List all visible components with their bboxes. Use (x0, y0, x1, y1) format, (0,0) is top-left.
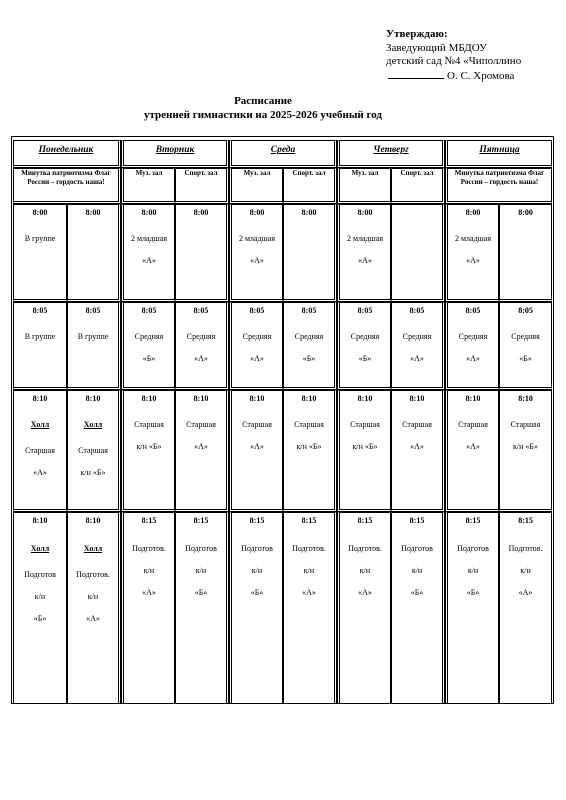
schedule-cell (445, 390, 499, 512)
cell-group: Старшая (25, 446, 55, 455)
schedule-row (13, 302, 552, 390)
schedule-cell (283, 512, 337, 704)
cell-group: Старшая (510, 420, 541, 429)
cell-time: 8:10 (301, 394, 317, 403)
cell-group: Старшая (294, 420, 324, 429)
cell-group: Подготов (24, 570, 56, 579)
cell-location: Холл (30, 544, 50, 553)
cell-group: «А» (194, 354, 208, 363)
cell-group: Подготов. (508, 544, 543, 553)
cell-time: 8:10 (357, 394, 373, 403)
cell-time: 8:15 (357, 516, 373, 525)
cell-group: В группе (24, 234, 56, 243)
schedule-cell (229, 512, 283, 704)
cell-group: «А» (410, 442, 424, 451)
cell-group: «А» (142, 588, 156, 597)
cell-time: 8:00 (249, 208, 265, 217)
schedule-cell (13, 302, 67, 390)
cell-group: Подготов (185, 544, 217, 553)
tuesday-music-hall: Муз. зал (121, 168, 175, 204)
cell-group: «Б» (142, 354, 156, 363)
friday-patriotism-note: Минутка патриотизма Флаг России – гордость наша! (445, 168, 552, 204)
cell-time: 8:10 (409, 394, 425, 403)
schedule-cell (121, 302, 175, 390)
day-monday (13, 140, 121, 168)
cell-group: Подготов. (292, 544, 326, 553)
schedule-cell (67, 204, 121, 302)
cell-time: 8:15 (465, 516, 481, 525)
cell-group: к/н (195, 566, 207, 575)
cell-group: к/н (303, 566, 315, 575)
cell-time: 8:05 (518, 306, 533, 315)
schedule-cell (67, 390, 121, 512)
cell-time: 8:10 (85, 516, 101, 525)
cell-group: В группе (24, 332, 56, 341)
cell-group: Средняя (134, 332, 164, 341)
cell-group: «А» (86, 614, 100, 623)
title-line-1: Расписание (234, 95, 292, 107)
cell-group: «А» (142, 256, 156, 265)
cell-group: «Б» (410, 588, 424, 597)
cell-group: 2 младшая (130, 234, 168, 243)
cell-group: «А» (33, 468, 47, 477)
cell-time: 8:10 (32, 516, 48, 525)
schedule-cell (499, 512, 552, 704)
cell-time: 8:15 (518, 516, 533, 525)
cell-group: Старшая (242, 420, 272, 429)
cell-group: Средняя (186, 332, 216, 341)
cell-time: 8:05 (32, 306, 48, 315)
cell-group: Подготов. (76, 570, 110, 579)
cell-group: к/н «Б» (352, 442, 378, 451)
cell-time: 8:00 (193, 208, 209, 217)
schedule-cell (337, 512, 391, 704)
cell-time: 8:00 (465, 208, 481, 217)
cell-time: 8:00 (301, 208, 317, 217)
schedule-cell (337, 302, 391, 390)
cell-group: к/н (467, 566, 479, 575)
schedule-cell (13, 390, 67, 512)
cell-time: 8:15 (409, 516, 425, 525)
cell-group: «Б» (519, 354, 532, 363)
cell-group: 2 младшая (238, 234, 276, 243)
cell-group: «А» (250, 354, 264, 363)
cell-group: к/н «Б» (136, 442, 162, 451)
schedule-table (13, 140, 552, 704)
cell-group: Старшая (134, 420, 164, 429)
cell-group: «Б» (302, 354, 316, 363)
schedule-row (13, 204, 552, 302)
cell-time: 8:05 (357, 306, 373, 315)
cell-time: 8:15 (141, 516, 157, 525)
cell-group: к/н «Б» (80, 468, 106, 477)
cell-group: «А» (250, 256, 264, 265)
day-label: Понедельник (38, 145, 94, 155)
cell-group: «Б» (194, 588, 208, 597)
day-label: Вторник (155, 145, 195, 155)
schedule-cell (445, 302, 499, 390)
cell-time: 8:00 (357, 208, 373, 217)
schedule-cell (337, 204, 391, 302)
schedule-cell (175, 390, 229, 512)
schedule-cell (391, 302, 445, 390)
schedule-cell (121, 512, 175, 704)
cell-group: Подготов (401, 544, 433, 553)
wednesday-music-hall: Муз. зал (229, 168, 283, 204)
cell-group: Средняя (402, 332, 432, 341)
cell-group: к/н (143, 566, 155, 575)
cell-time: 8:10 (141, 394, 157, 403)
cell-time: 8:15 (193, 516, 209, 525)
cell-time: 8:10 (193, 394, 209, 403)
approval-block (386, 28, 521, 83)
approval-title: Утверждаю: (386, 28, 448, 40)
schedule-cell (391, 390, 445, 512)
schedule-cell (283, 390, 337, 512)
cell-group: 2 младшая (454, 234, 492, 243)
cell-time: 8:10 (465, 394, 481, 403)
cell-time: 8:10 (85, 394, 101, 403)
cell-group: Средняя (458, 332, 488, 341)
cell-location: Холл (83, 420, 103, 429)
cell-time: 8:05 (85, 306, 101, 315)
schedule-cell (499, 204, 552, 302)
schedule-cell (283, 302, 337, 390)
cell-time: 8:05 (193, 306, 209, 315)
schedule-cell (391, 512, 445, 704)
day-wednesday (229, 140, 337, 168)
cell-group: «А» (358, 256, 372, 265)
day-thursday (337, 140, 445, 168)
cell-group: «Б» (358, 354, 372, 363)
cell-group: к/н (411, 566, 423, 575)
approval-signature (386, 69, 521, 84)
cell-group: к/н «Б» (296, 442, 322, 451)
cell-group: «А» (410, 354, 424, 363)
schedule-cell (445, 512, 499, 704)
cell-group: 2 младшая (346, 234, 384, 243)
schedule-row (13, 512, 552, 704)
schedule-cell (283, 204, 337, 302)
schedule-cell (445, 204, 499, 302)
cell-group: Подготов (241, 544, 273, 553)
day-friday (445, 140, 552, 168)
cell-time: 8:05 (141, 306, 157, 315)
cell-time: 8:05 (409, 306, 425, 315)
thursday-sport-hall: Спорт. зал (391, 168, 445, 204)
cell-group: «А» (466, 442, 480, 451)
cell-group: «А» (358, 588, 372, 597)
cell-group: Подготов. (348, 544, 382, 553)
cell-group: В группе (77, 332, 109, 341)
cell-time: 8:05 (301, 306, 317, 315)
cell-group: Старшая (402, 420, 432, 429)
cell-group: «Б» (250, 588, 264, 597)
cell-group: «Б» (33, 614, 47, 623)
cell-time: 8:15 (249, 516, 265, 525)
schedule-cell (13, 512, 67, 704)
cell-group: Средняя (511, 332, 540, 341)
schedule-cell (337, 390, 391, 512)
cell-group: Старшая (186, 420, 216, 429)
schedule-row (13, 390, 552, 512)
day-header-row (13, 140, 552, 168)
approval-organization: детский сад №4 «Чиполлино (386, 55, 522, 67)
day-label: Среда (270, 145, 296, 155)
signature-line (388, 69, 444, 79)
day-label: Четверг (373, 145, 409, 155)
schedule-cell (121, 390, 175, 512)
wednesday-sport-hall: Спорт. зал (283, 168, 337, 204)
schedule-cell (499, 302, 552, 390)
cell-group: «Б» (466, 588, 480, 597)
monday-patriotism-note: Минутка патриотизма Флаг России – гордость наша! (13, 168, 121, 204)
cell-time: 8:00 (85, 208, 101, 217)
cell-group: «А» (518, 588, 533, 597)
schedule-cell (175, 204, 229, 302)
cell-time: 8:10 (249, 394, 265, 403)
cell-location: Холл (30, 420, 50, 429)
cell-group: Средняя (242, 332, 272, 341)
cell-group: Средняя (350, 332, 380, 341)
cell-group: Средняя (294, 332, 324, 341)
cell-group: к/н (251, 566, 263, 575)
cell-time: 8:15 (301, 516, 317, 525)
cell-group: Старшая (350, 420, 380, 429)
cell-group: «А» (250, 442, 264, 451)
approval-position: Заведующий МБДОУ (386, 41, 487, 54)
cell-group: Старшая (458, 420, 488, 429)
tuesday-sport-hall: Спорт. зал (175, 168, 229, 204)
cell-time: 8:10 (518, 394, 533, 403)
cell-time: 8:05 (249, 306, 265, 315)
day-tuesday (121, 140, 229, 168)
cell-group: «А» (194, 442, 208, 451)
schedule-cell (229, 204, 283, 302)
schedule-cell (391, 204, 445, 302)
day-label: Пятница (479, 145, 520, 155)
cell-group: «А» (466, 354, 480, 363)
cell-location: Холл (83, 544, 103, 553)
subheader-row (13, 168, 552, 204)
cell-group: к/н «Б» (513, 442, 539, 451)
cell-group: Подготов (457, 544, 489, 553)
signature-name: О. С. Хромова (447, 69, 515, 82)
title-line-2: утренней гимнастики на 2025-2026 учебный год (144, 109, 382, 121)
schedule-cell (175, 302, 229, 390)
cell-time: 8:00 (518, 208, 533, 217)
cell-group: «А» (302, 588, 316, 597)
cell-group: к/н (34, 592, 46, 601)
schedule-cell (13, 204, 67, 302)
cell-time: 8:00 (141, 208, 157, 217)
schedule-cell (229, 390, 283, 512)
cell-time: 8:00 (32, 208, 48, 217)
cell-group: Подготов. (132, 544, 166, 553)
cell-group: «А» (466, 256, 480, 265)
cell-group: к/н (87, 592, 99, 601)
cell-group: Старшая (78, 446, 108, 455)
thursday-music-hall: Муз. зал (337, 168, 391, 204)
cell-time: 8:05 (465, 306, 481, 315)
cell-group: к/н (359, 566, 371, 575)
schedule-cell (67, 302, 121, 390)
cell-time: 8:10 (32, 394, 48, 403)
cell-group: к/н (520, 566, 531, 575)
schedule-cell (67, 512, 121, 704)
schedule-cell (121, 204, 175, 302)
schedule-cell (229, 302, 283, 390)
schedule-cell (175, 512, 229, 704)
schedule-cell (499, 390, 552, 512)
cell-time (392, 205, 442, 208)
document-title (0, 94, 526, 122)
